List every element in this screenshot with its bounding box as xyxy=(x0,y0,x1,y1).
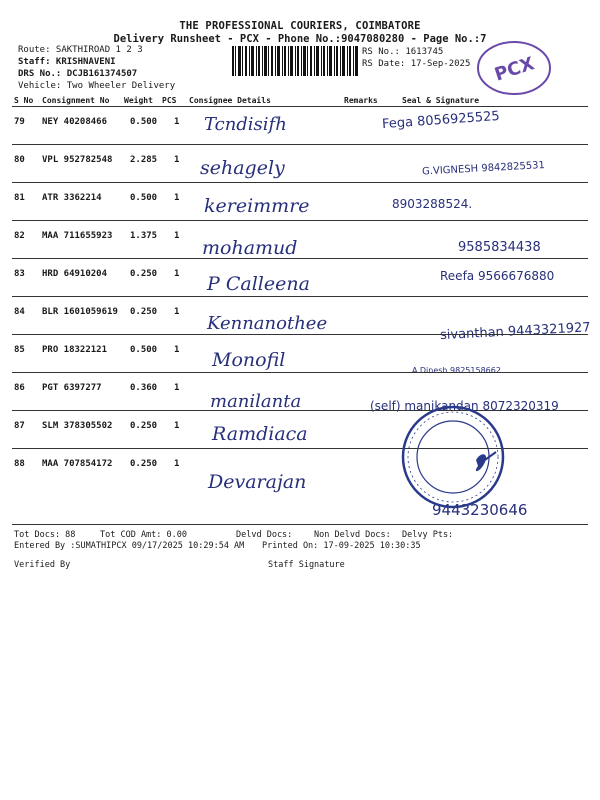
signature-handwriting: G.VIGNESH 9842825531 xyxy=(421,160,546,178)
col-consignment: Consignment No xyxy=(42,96,110,105)
row-sno: 84 xyxy=(14,307,25,317)
consignee-handwriting: Monofil xyxy=(212,349,286,371)
consignee-handwriting: kereimmre xyxy=(204,195,310,217)
consignee-handwriting: Ramdiaca xyxy=(212,423,308,445)
row-weight: 0.250 xyxy=(130,307,158,317)
table-row xyxy=(12,221,588,258)
consignee-handwriting: Devarajan xyxy=(208,471,307,493)
signature-handwriting: 9443230646 xyxy=(432,501,528,519)
non-delivered-docs: Non Delvd Docs: xyxy=(314,530,391,540)
row-pcs: 1 xyxy=(174,269,180,279)
row-weight: 1.375 xyxy=(130,231,158,241)
row-sno: 80 xyxy=(14,155,25,165)
row-consignment: SLM 378305502 xyxy=(42,421,113,431)
delivered-docs: Delvd Docs: xyxy=(236,530,293,540)
consignee-handwriting: mohamud xyxy=(202,237,298,259)
row-sno: 82 xyxy=(14,231,25,241)
consignee-handwriting: Kennanothee xyxy=(207,313,328,334)
row-pcs: 1 xyxy=(174,117,180,127)
row-sno: 85 xyxy=(14,345,25,355)
row-consignment: MAA 707854172 xyxy=(42,459,113,469)
col-pcs: PCS xyxy=(162,96,177,105)
row-pcs: 1 xyxy=(174,383,180,393)
col-remarks: Remarks xyxy=(344,96,378,105)
table-row xyxy=(12,145,588,182)
consignee-handwriting: sehagely xyxy=(200,157,285,179)
signature-handwriting: (self) manikandan 8072320319 xyxy=(370,399,559,413)
route-label: Route: SAKTHIROAD 1 2 3 xyxy=(18,45,143,55)
row-consignment: PGT 6397277 xyxy=(42,383,102,393)
row-sno: 81 xyxy=(14,193,25,203)
row-consignment: VPL 952782548 xyxy=(42,155,113,165)
col-weight: Weight xyxy=(124,96,153,105)
rs-number: RS No.: 1613745 xyxy=(362,47,444,57)
row-sno: 83 xyxy=(14,269,25,279)
entered-by: Entered By :SUMATHIPCX 09/17/2025 10:29:54 AM xyxy=(14,541,245,551)
staff-signature: Staff Signature xyxy=(268,560,345,570)
consignee-handwriting: Tcndisifh xyxy=(204,114,287,135)
signature-handwriting: Reefa 9566676880 xyxy=(440,269,555,283)
signature-handwriting: 8903288524. xyxy=(392,197,473,211)
row-weight: 0.360 xyxy=(130,383,158,393)
consignee-handwriting: P Calleena xyxy=(207,273,310,295)
seal-stamp xyxy=(398,402,508,512)
vehicle-label: Vehicle: Two Wheeler Delivery xyxy=(18,81,176,91)
table-row xyxy=(12,259,588,296)
row-consignment: PRO 18322121 xyxy=(42,345,108,355)
row-pcs: 1 xyxy=(174,421,180,431)
row-pcs: 1 xyxy=(174,459,180,469)
row-consignment: HRD 64910204 xyxy=(42,269,108,279)
row-weight: 0.500 xyxy=(130,117,158,127)
row-consignment: NEY 40208466 xyxy=(42,117,108,127)
col-seal-signature: Seal & Signature xyxy=(402,96,480,105)
col-sno: S No xyxy=(14,96,34,105)
table-row xyxy=(12,107,588,144)
verified-by: Verified By xyxy=(14,560,71,570)
row-weight: 0.250 xyxy=(130,459,158,469)
signature-handwriting: sivanthan 9443321927 xyxy=(439,320,591,344)
delivery-points: Delvy Pts: xyxy=(402,530,454,540)
signature-handwriting: Fega 8056925525 xyxy=(381,108,501,133)
total-cod: Tot COD Amt: 0.00 xyxy=(100,530,187,540)
rs-date: RS Date: 17-Sep-2025 xyxy=(362,59,471,69)
row-weight: 0.250 xyxy=(130,269,158,279)
staff-label: Staff: KRISHNAVENI xyxy=(18,57,116,67)
total-docs: Tot Docs: 88 xyxy=(14,530,76,540)
row-sno: 87 xyxy=(14,421,25,431)
row-pcs: 1 xyxy=(174,307,180,317)
company-title: THE PROFESSIONAL COURIERS, COIMBATORE xyxy=(179,20,421,32)
row-pcs: 1 xyxy=(174,155,180,165)
pcx-stamp xyxy=(474,38,554,98)
row-consignment: MAA 711655923 xyxy=(42,231,113,241)
col-consignee: Consignee Details xyxy=(189,96,271,105)
table-bottom-rule xyxy=(12,524,588,525)
row-weight: 2.285 xyxy=(130,155,158,165)
row-weight: 0.250 xyxy=(130,421,158,431)
table-row xyxy=(12,297,591,344)
table-row xyxy=(12,335,588,375)
row-sno: 86 xyxy=(14,383,25,393)
row-pcs: 1 xyxy=(174,193,180,203)
row-consignment: ATR 3362214 xyxy=(42,193,102,203)
table-row xyxy=(12,183,588,220)
row-weight: 0.500 xyxy=(130,345,158,355)
printed-on: Printed On: 17-09-2025 10:30:35 xyxy=(262,541,421,551)
row-consignment: BLR 1601059619 xyxy=(42,307,118,317)
row-weight: 0.500 xyxy=(130,193,158,203)
signature-handwriting: A.Dinesh 9825158662 xyxy=(412,366,501,375)
row-sno: 88 xyxy=(14,459,25,469)
row-sno: 79 xyxy=(14,117,25,127)
row-pcs: 1 xyxy=(174,231,180,241)
barcode xyxy=(232,46,358,76)
consignee-handwriting: manilanta xyxy=(210,391,302,412)
runsheet-subtitle: Delivery Runsheet - PCX - Phone No.:9047080280 - Page No.:7 xyxy=(113,33,487,45)
row-pcs: 1 xyxy=(174,345,180,355)
drs-label: DRS No.: DCJB161374507 xyxy=(18,69,138,79)
stamp-text: PCX xyxy=(492,53,537,86)
signature-handwriting: 9585834438 xyxy=(458,240,541,255)
